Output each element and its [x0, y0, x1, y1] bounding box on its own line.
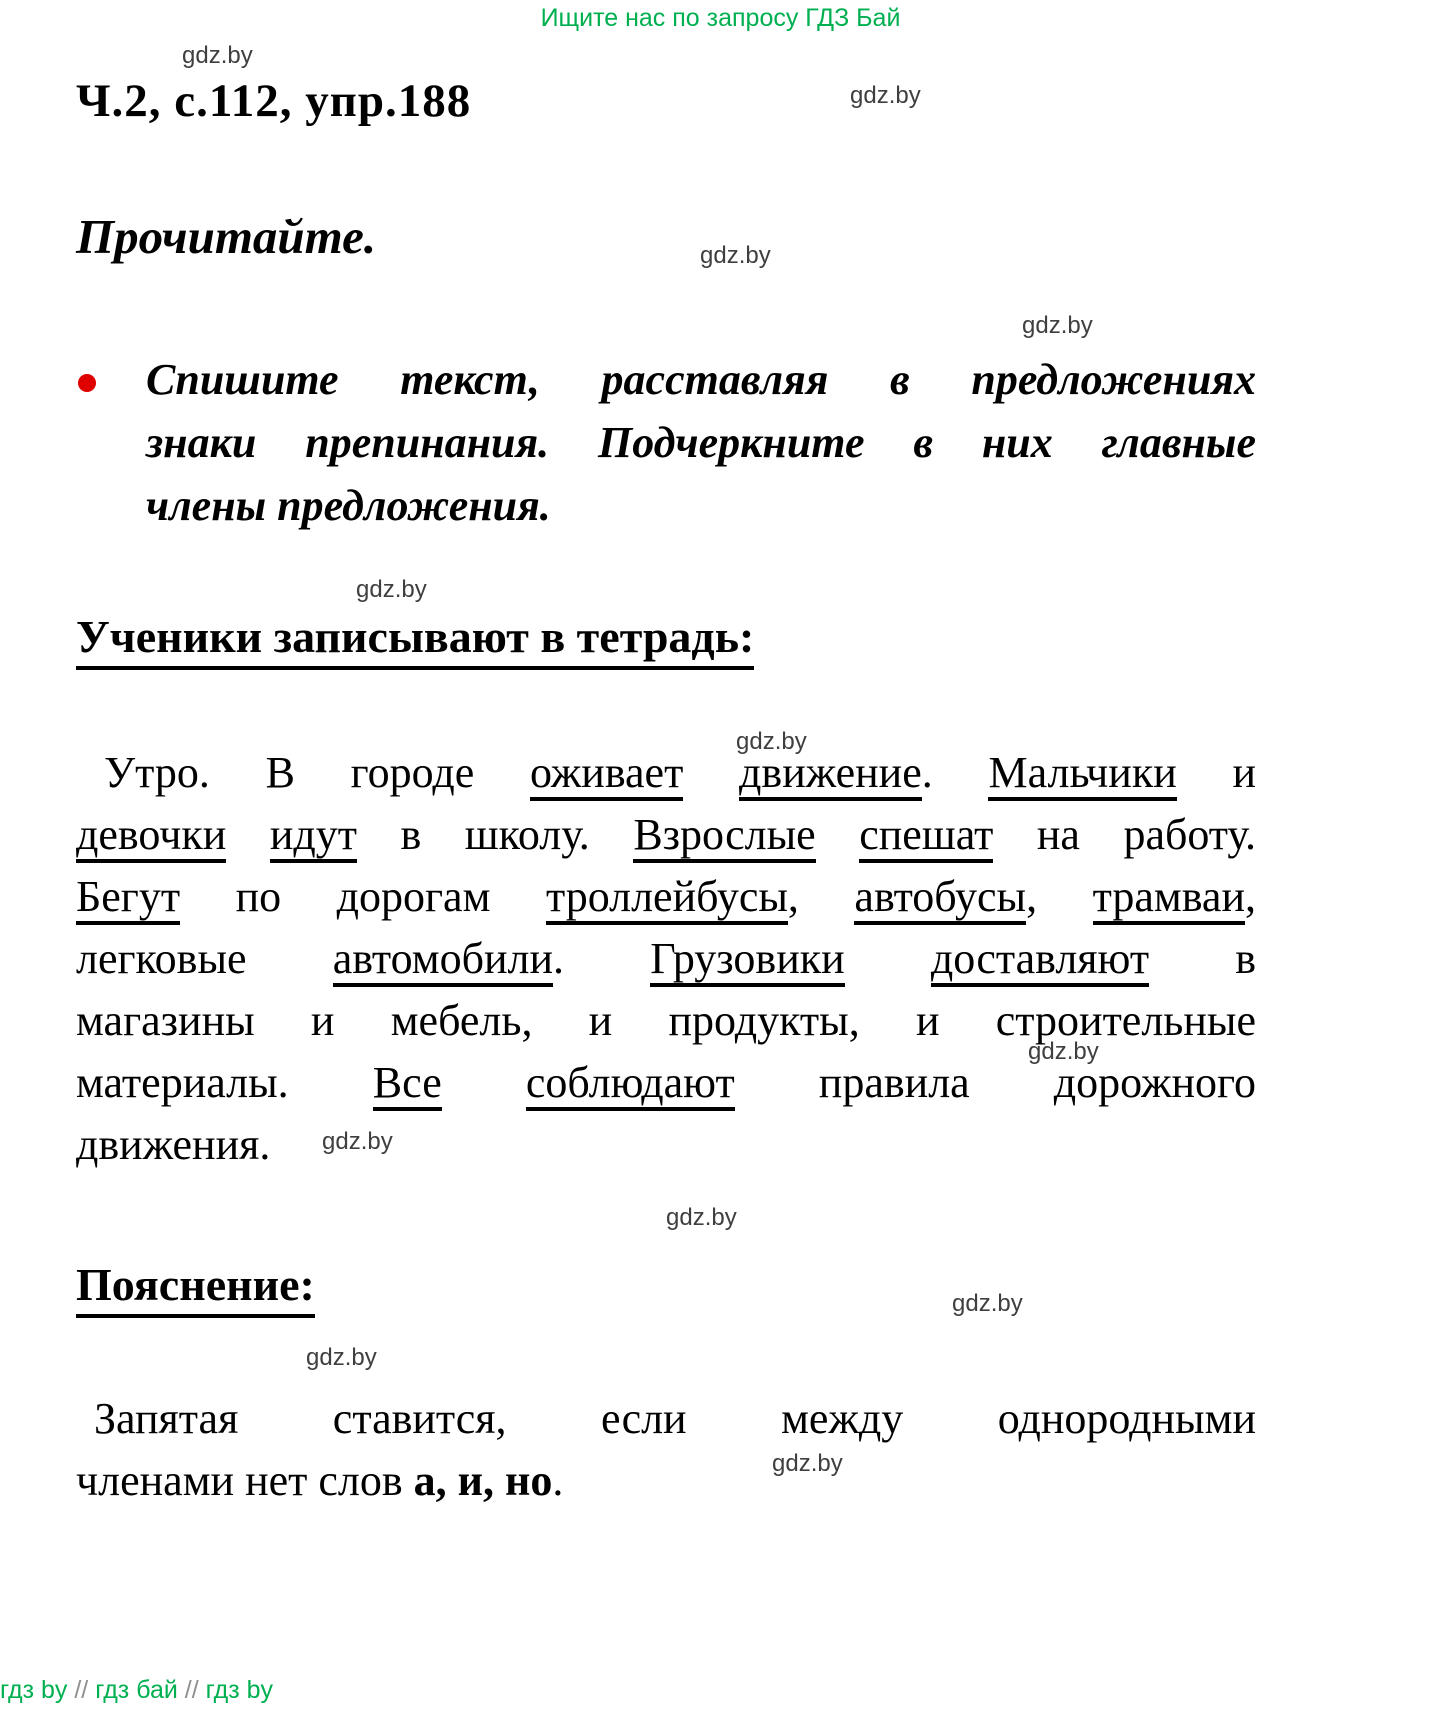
text-token [816, 810, 860, 859]
text-line [76, 1450, 1256, 1512]
text-token: материалы. [76, 1058, 373, 1107]
underlined-word: идут [270, 810, 357, 863]
explanation-text [76, 1388, 1256, 1512]
underlined-word: трамваи [1093, 872, 1245, 925]
watermark: gdz.by [952, 1290, 1023, 1317]
text-token: // [67, 1676, 96, 1704]
underlined-word: движение [739, 748, 922, 801]
students-write-heading-text: Ученики записывают в тетрадь: [76, 611, 754, 670]
text-token: правила дорожного [734, 1058, 1256, 1107]
underlined-word: Все [373, 1058, 442, 1111]
underlined-word: Мальчики [988, 748, 1176, 801]
text-line [146, 474, 1256, 537]
text-token [226, 810, 270, 859]
text-token: гдз by [205, 1676, 274, 1704]
text-token: члены предложения. [146, 481, 551, 530]
underlined-word: автобусы [854, 872, 1026, 925]
promo-banner: Ищите нас по запросу ГДЗ Бай [540, 4, 901, 32]
text-token: знаки препинания. Подчеркните в них главные [146, 418, 1256, 467]
task-item [76, 348, 1256, 537]
text-line [76, 804, 1256, 866]
watermark: gdz.by [306, 1344, 377, 1371]
text-token: легковые [76, 934, 333, 983]
text-token [683, 748, 739, 797]
watermark: gdz.by [700, 242, 771, 269]
task-instruction [146, 348, 1256, 537]
watermark: gdz.by [322, 1128, 393, 1155]
watermark: gdz.by [356, 576, 427, 603]
text-token: , [787, 872, 855, 921]
text-line [0, 1676, 1441, 1705]
underlined-word: соблюдают [526, 1058, 735, 1111]
explanation-heading [76, 1258, 315, 1311]
text-token: , [1026, 872, 1093, 921]
exercise-answer-text [76, 742, 1256, 1176]
text-line [76, 1388, 1256, 1450]
students-write-heading [76, 610, 754, 663]
underlined-word: троллейбусы [546, 872, 788, 925]
read-instruction: Прочитайте. [76, 209, 377, 264]
text-token: а, и, но [413, 1456, 553, 1505]
watermark: gdz.by [736, 728, 807, 755]
underlined-word: автомобили [333, 934, 553, 987]
watermark: gdz.by [850, 82, 921, 109]
watermark: gdz.by [772, 1450, 843, 1477]
underlined-word: доставляют [931, 934, 1149, 987]
watermark: gdz.by [1028, 1038, 1099, 1065]
text-token [845, 934, 931, 983]
text-token: // [177, 1676, 206, 1704]
text-token: и [1176, 748, 1257, 797]
underlined-word: Грузовики [650, 934, 844, 987]
text-token: . [553, 934, 651, 983]
underlined-word: Бегут [76, 872, 180, 925]
text-token: магазины и мебель, и продукты, и строительные [76, 996, 1256, 1045]
text-token: Утро. В городе [104, 748, 530, 797]
exercise-reference-title: Ч.2, с.112, упр.188 [76, 75, 472, 127]
text-token [442, 1058, 526, 1107]
text-token: членами нет слов [76, 1456, 414, 1505]
underlined-word: девочки [76, 810, 226, 863]
underlined-word: оживает [530, 748, 683, 801]
explanation-heading-text: Пояснение: [76, 1259, 315, 1318]
watermark: gdz.by [1022, 312, 1093, 339]
text-token: в школу. [357, 810, 634, 859]
footer-links [0, 1676, 1441, 1705]
bullet-marker [78, 374, 96, 392]
text-token: . [921, 748, 989, 797]
text-token: по дорогам [180, 872, 546, 921]
text-line [146, 348, 1256, 411]
underlined-word: спешат [859, 810, 993, 863]
underlined-word: Взрослые [633, 810, 815, 863]
text-token: Спишите текст, расставляя в предложениях [146, 355, 1256, 404]
text-token: . [552, 1456, 564, 1505]
text-token: на работу. [993, 810, 1257, 859]
text-line [76, 866, 1256, 928]
watermark: gdz.by [666, 1204, 737, 1231]
text-line [76, 928, 1256, 990]
text-token: движения. [76, 1120, 271, 1169]
text-token: гдз by [0, 1676, 68, 1704]
text-token: гдз бай [95, 1676, 178, 1704]
text-token: , [1245, 872, 1257, 921]
text-line [76, 742, 1256, 804]
text-token: Запятая ставится, если между однородными [94, 1394, 1256, 1443]
watermark: gdz.by [182, 42, 253, 69]
text-line [76, 1114, 1256, 1176]
text-token: в [1149, 934, 1257, 983]
text-line [146, 411, 1256, 474]
